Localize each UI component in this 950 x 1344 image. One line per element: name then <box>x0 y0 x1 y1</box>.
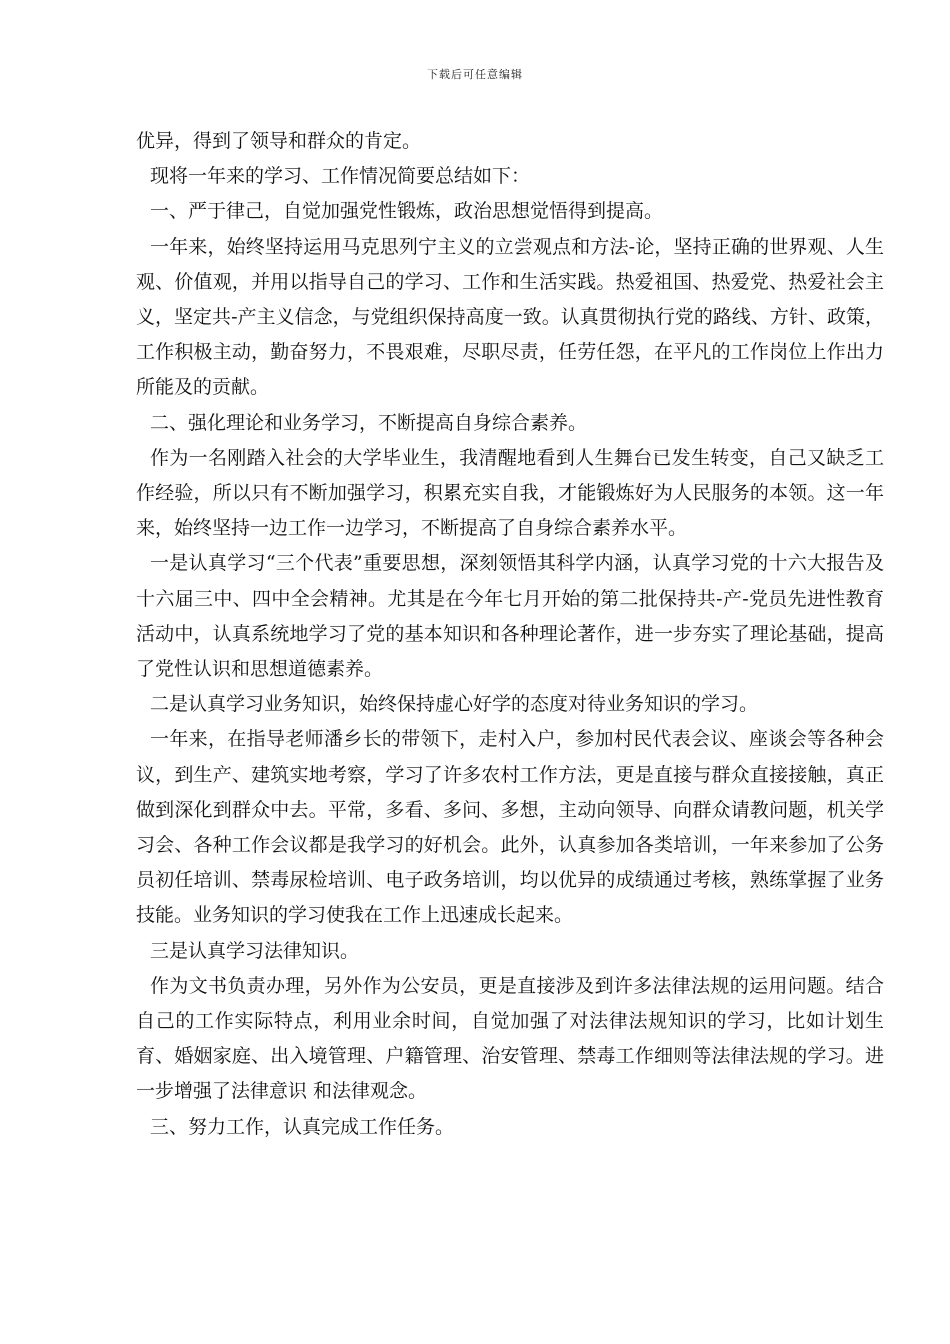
paragraph: 二是认真学习业务知识，始终保持虚心好学的态度对待业务知识的学习。 <box>150 693 759 716</box>
section-heading: 一、严于律己，自觉加强党性锻炼，政治思想觉悟得到提高。 <box>150 200 664 223</box>
paragraph: 作为一名刚踏入社会的大学毕业生，我清醒地看到人生舞台已发生转变，自己又缺乏工作经验，所以只有不断加强学习，积累充实自我，才能锻炼好为人民服务的本领。这一年来，始终坚持一边工作一边学习，不断提高了自身综合素养水平。 <box>136 446 884 540</box>
page-header: 下载后可任意编辑 <box>427 68 523 81</box>
paragraph: 现将一年来的学习、工作情况简要总结如下： <box>150 165 531 188</box>
section-heading: 二、强化理论和业务学习，不断提高自身综合素养。 <box>150 411 588 434</box>
paragraph: 三是认真学习法律知识。 <box>150 939 360 962</box>
paragraph: 优异，得到了领导和群众的肯定。 <box>136 130 422 152</box>
section-heading: 三、努力工作，认真完成工作任务。 <box>150 1115 455 1138</box>
paragraph: 作为文书负责办理，另外作为公安员，更是直接涉及到许多法律法规的运用问题。结合自己的工作实际特点，利用业余时间，自觉加强了对法律法规知识的学习，比如计划生育、婚姻家庭、出入境管理、户籍管理、治安管理、禁毒工作细则等法律法规的学习。进一步增强了法律意识 和法律观念。 <box>136 974 884 1103</box>
paragraph: 一年来，始终坚持运用马克思列宁主义的立尝观点和方法-论，坚持正确的世界观、人生观、价值观，并用以指导自己的学习、工作和生活实践。热爱祖国、热爱党、热爱社会主义，坚定共-产主义信念，与党组织保持高度一致。认真贯彻执行党的路线、方针、政策，工作积极主动，勤奋努力，不畏艰难，尽职尽责，任劳任怨，在平凡的工作岗位上作出力所能及的贡献。 <box>136 235 884 399</box>
document-body <box>136 124 884 1145</box>
paragraph: 一年来，在指导老师潘乡长的带领下，走村入户，参加村民代表会议、座谈会等各种会议，到生产、建筑实地考察，学习了许多农村工作方法，更是直接与群众直接接触，真正做到深化到群众中去。平常，多看、多问、多想，主动向领导、向群众请教问题，机关学习会、各种工作会议都是我学习的好机会。此外，认真参加各类培训，一年来参加了公务员初任培训、禁毒尿检培训、电子政务培训，均以优异的成绩通过考核，熟练掌握了业务技能。业务知识的学习使我在工作上迅速成长起来。 <box>136 728 884 927</box>
paragraph: 一是认真学习“三个代表”重要思想，深刻领悟其科学内涵，认真学习党的十六大报告及十六届三中、四中全会精神。尤其是在今年七月开始的第二批保持共-产-党员先进性教育活动中，认真系统地学习了党的基本知识和各种理论著作，进一步夯实了理论基础，提高了党性认识和思想道德素养。 <box>136 552 884 681</box>
